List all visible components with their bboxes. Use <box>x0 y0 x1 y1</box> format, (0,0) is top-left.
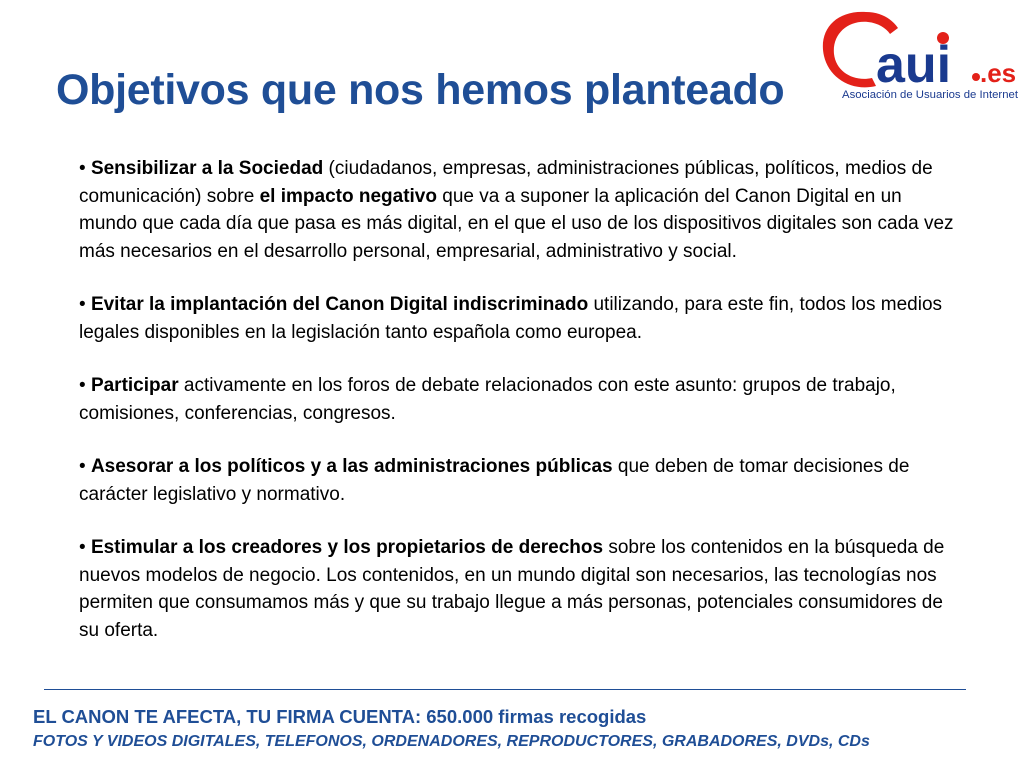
bullet: • <box>79 456 91 477</box>
objective-asesorar <box>79 453 959 508</box>
objective-participar <box>79 372 959 427</box>
objective-heading: Participar <box>90 375 179 396</box>
bullet: • <box>79 537 91 558</box>
objective-text: activamente en los foros de debate relacionados con este asunto: grupos de trabajo, comisiones, conferencias, congresos. <box>79 375 896 424</box>
bullet: • <box>79 375 91 396</box>
objective-text: que va a suponer la aplicación del Canon Digital en un mundo que cada día que pasa es más digital, en el que el uso de los dispositivos digitales son cada vez más necesarios en el desarrollo personal, empresarial, administrativo y social. <box>79 185 954 262</box>
logo-tagline: Asociación de Usuarios de Internet <box>842 89 1018 101</box>
objective-text: (ciudadanos, empresas, administraciones públicas, políticos, medios de comunicación) sobre <box>79 158 933 207</box>
objective-emphasis: el impacto negativo <box>259 185 437 207</box>
slide-title: Objetivos que nos hemos planteado <box>56 66 785 114</box>
footer-devices-line: FOTOS Y VIDEOS DIGITALES, TELEFONOS, ORDENADORES, REPRODUCTORES, GRABADORES, DVDs, CDs <box>33 733 870 750</box>
objective-heading: Evitar la implantación del Canon Digital indiscriminado <box>90 294 589 315</box>
objective-estimular <box>79 534 959 644</box>
objective-heading: Sensibilizar a la Sociedad <box>90 158 324 179</box>
bullet: • <box>79 158 91 179</box>
objective-text: sobre los contenidos en la búsqueda de nuevos modelos de negocio. Los contenidos, en un mundo digital son necesarios, las tecnologías nos permiten que consumamos más y que su trabajo llegue a más personas, potenciales consumidores de su oferta. <box>79 537 945 641</box>
objective-text: utilizando, para este fin, todos los medios legales disponibles en la legislación tanto española como europea. <box>79 294 943 343</box>
logo-domain: .es <box>980 58 1017 88</box>
aui-logo <box>814 4 1020 104</box>
objective-heading: Asesorar a los políticos y a las administraciones públicas <box>90 456 613 477</box>
objectives-list <box>79 155 959 670</box>
objective-sensibilizar <box>79 155 959 265</box>
objective-evitar <box>79 291 959 346</box>
logo-brand: aui <box>876 36 952 94</box>
bullet: • <box>79 294 91 315</box>
footer-divider <box>44 689 966 690</box>
objective-heading: Estimular a los creadores y los propietarios de derechos <box>90 537 604 558</box>
objective-text: que deben de tomar decisiones de carácter legislativo y normativo. <box>79 456 910 505</box>
footer-campaign-line: EL CANON TE AFECTA, TU FIRMA CUENTA: 650.000 firmas recogidas <box>33 706 647 727</box>
